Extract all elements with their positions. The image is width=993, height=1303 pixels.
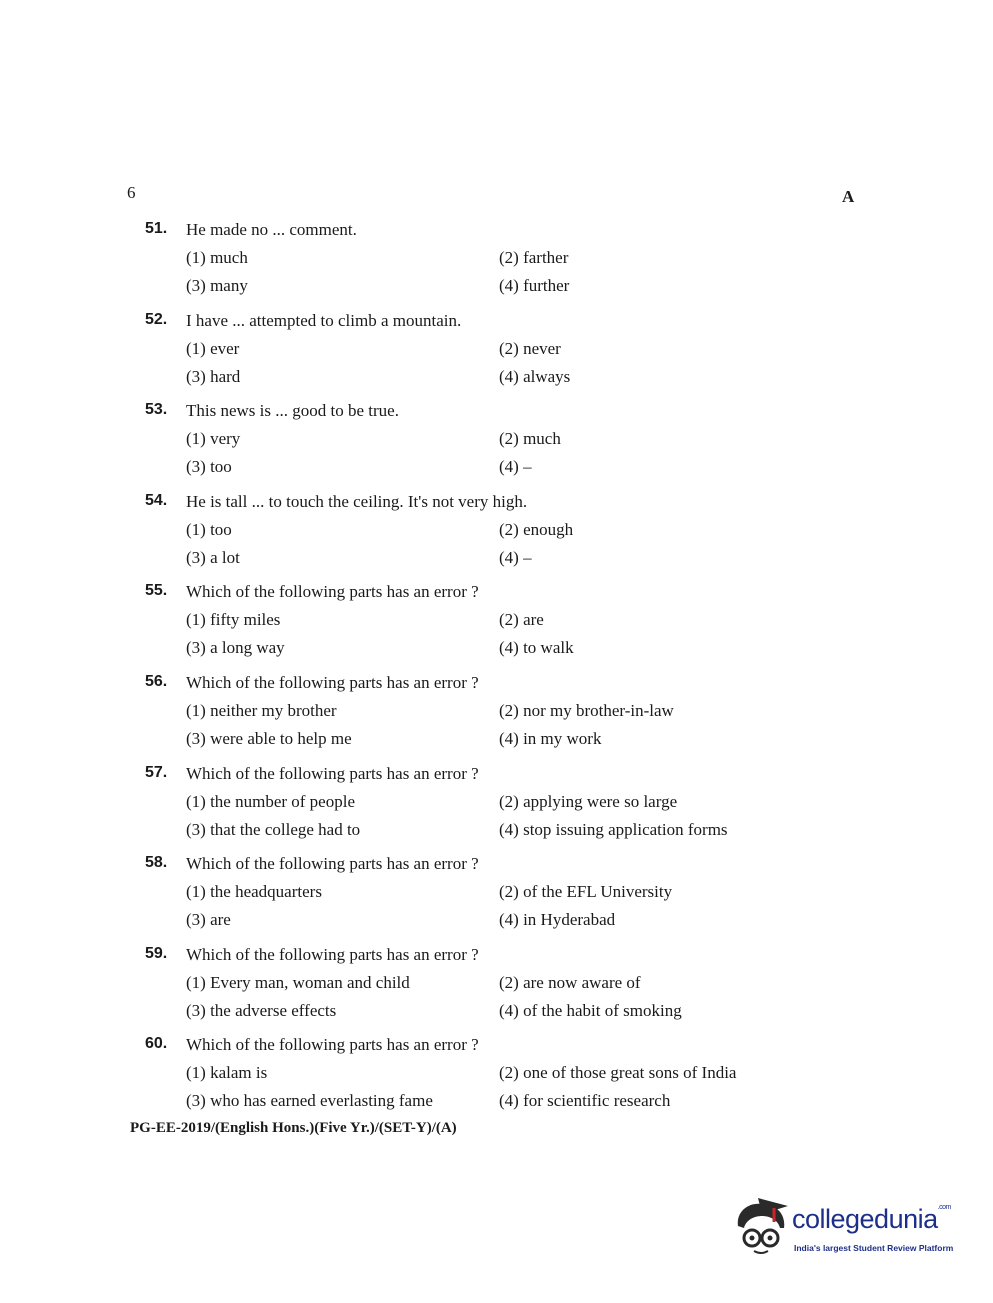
question-item	[145, 401, 825, 492]
brand-tagline: India's largest Student Review Platform	[794, 1243, 954, 1253]
option-1: (1) fifty miles	[186, 610, 281, 630]
option-4: (4) of the habit of smoking	[499, 1000, 682, 1020]
question-number: 56.	[145, 672, 168, 690]
option-4: (4) further	[499, 276, 570, 295]
option-3: (3) the adverse effects	[186, 1000, 337, 1020]
option-3: (3) who has earned everlasting fame	[186, 1091, 433, 1111]
option-1: (1) the number of people	[186, 791, 355, 811]
question-item	[145, 1035, 825, 1126]
question-text: I have ... attempted to climb a mountain.	[186, 310, 462, 330]
question-text: He is tall ... to touch the ceiling. It's not very high.	[186, 491, 528, 511]
option-2: (2) enough	[499, 519, 574, 539]
option-3: (3) that the college had to	[186, 819, 361, 839]
question-item	[145, 764, 825, 855]
option-4: (4) in Hyderabad	[499, 910, 616, 930]
question-list	[145, 220, 825, 1126]
question-text: Which of the following parts has an error ?	[186, 763, 479, 783]
option-3: (3) hard	[186, 366, 241, 386]
option-1: (1) much	[186, 248, 248, 267]
question-text: Which of the following parts has an error ?	[186, 672, 479, 692]
option-1: (1) Every man, woman and child	[186, 972, 410, 992]
question-text: He made no ... comment.	[186, 220, 357, 239]
question-number: 57.	[145, 763, 168, 781]
option-4: (4) to walk	[499, 638, 574, 658]
option-3: (3) too	[186, 457, 232, 477]
question-item	[145, 582, 825, 673]
question-text: Which of the following parts has an error ?	[186, 854, 479, 874]
question-item	[145, 220, 825, 311]
question-item	[145, 311, 825, 402]
option-4: (4) –	[499, 547, 532, 567]
brand-name-text: collegedunia	[792, 1204, 938, 1234]
option-1: (1) kalam is	[186, 1063, 268, 1083]
brand-domain: .com	[937, 1204, 951, 1211]
question-number: 52.	[145, 310, 168, 328]
option-2: (2) one of those great sons of India	[499, 1063, 737, 1083]
option-2: (2) much	[499, 429, 561, 449]
option-2: (2) of the EFL University	[499, 882, 673, 902]
option-2: (2) never	[499, 338, 561, 358]
option-2: (2) nor my brother-in-law	[499, 700, 674, 720]
question-item	[145, 945, 825, 1036]
option-2: (2) farther	[499, 248, 569, 267]
option-3: (3) a lot	[186, 547, 240, 567]
collegedunia-watermark	[734, 1196, 964, 1266]
question-text: This news is ... good to be true.	[186, 401, 399, 421]
set-label: A	[842, 187, 855, 206]
question-number: 53.	[145, 401, 168, 419]
option-1: (1) very	[186, 429, 241, 449]
question-number: 51.	[145, 220, 168, 237]
mascot-icon	[734, 1196, 790, 1256]
option-4: (4) for scientific research	[499, 1091, 671, 1111]
option-4: (4) always	[499, 366, 571, 386]
paper-code-footer: PG-EE-2019/(English Hons.)(Five Yr.)/(SET-Y)/(A)	[130, 1120, 457, 1136]
question-item	[145, 492, 825, 583]
brand-name	[792, 1204, 951, 1235]
page-number: 6	[127, 183, 136, 202]
option-1: (1) ever	[186, 338, 240, 358]
question-item	[145, 673, 825, 764]
option-1: (1) the headquarters	[186, 882, 322, 902]
question-number: 59.	[145, 944, 168, 962]
question-number: 60.	[145, 1035, 168, 1053]
option-4: (4) in my work	[499, 728, 602, 748]
option-2: (2) applying were so large	[499, 791, 678, 811]
option-3: (3) many	[186, 276, 248, 295]
option-1: (1) too	[186, 519, 232, 539]
question-text: Which of the following parts has an error ?	[186, 944, 479, 964]
option-4: (4) –	[499, 457, 532, 477]
question-number: 55.	[145, 582, 168, 600]
question-number: 54.	[145, 491, 168, 509]
question-number: 58.	[145, 854, 168, 872]
question-text: Which of the following parts has an error ?	[186, 582, 479, 602]
option-1: (1) neither my brother	[186, 700, 337, 720]
option-3: (3) are	[186, 910, 231, 930]
option-2: (2) are now aware of	[499, 972, 641, 992]
question-item	[145, 854, 825, 945]
option-3: (3) a long way	[186, 638, 285, 658]
question-text: Which of the following parts has an error ?	[186, 1035, 479, 1055]
option-4: (4) stop issuing application forms	[499, 819, 728, 839]
option-2: (2) are	[499, 610, 544, 630]
option-3: (3) were able to help me	[186, 728, 352, 748]
